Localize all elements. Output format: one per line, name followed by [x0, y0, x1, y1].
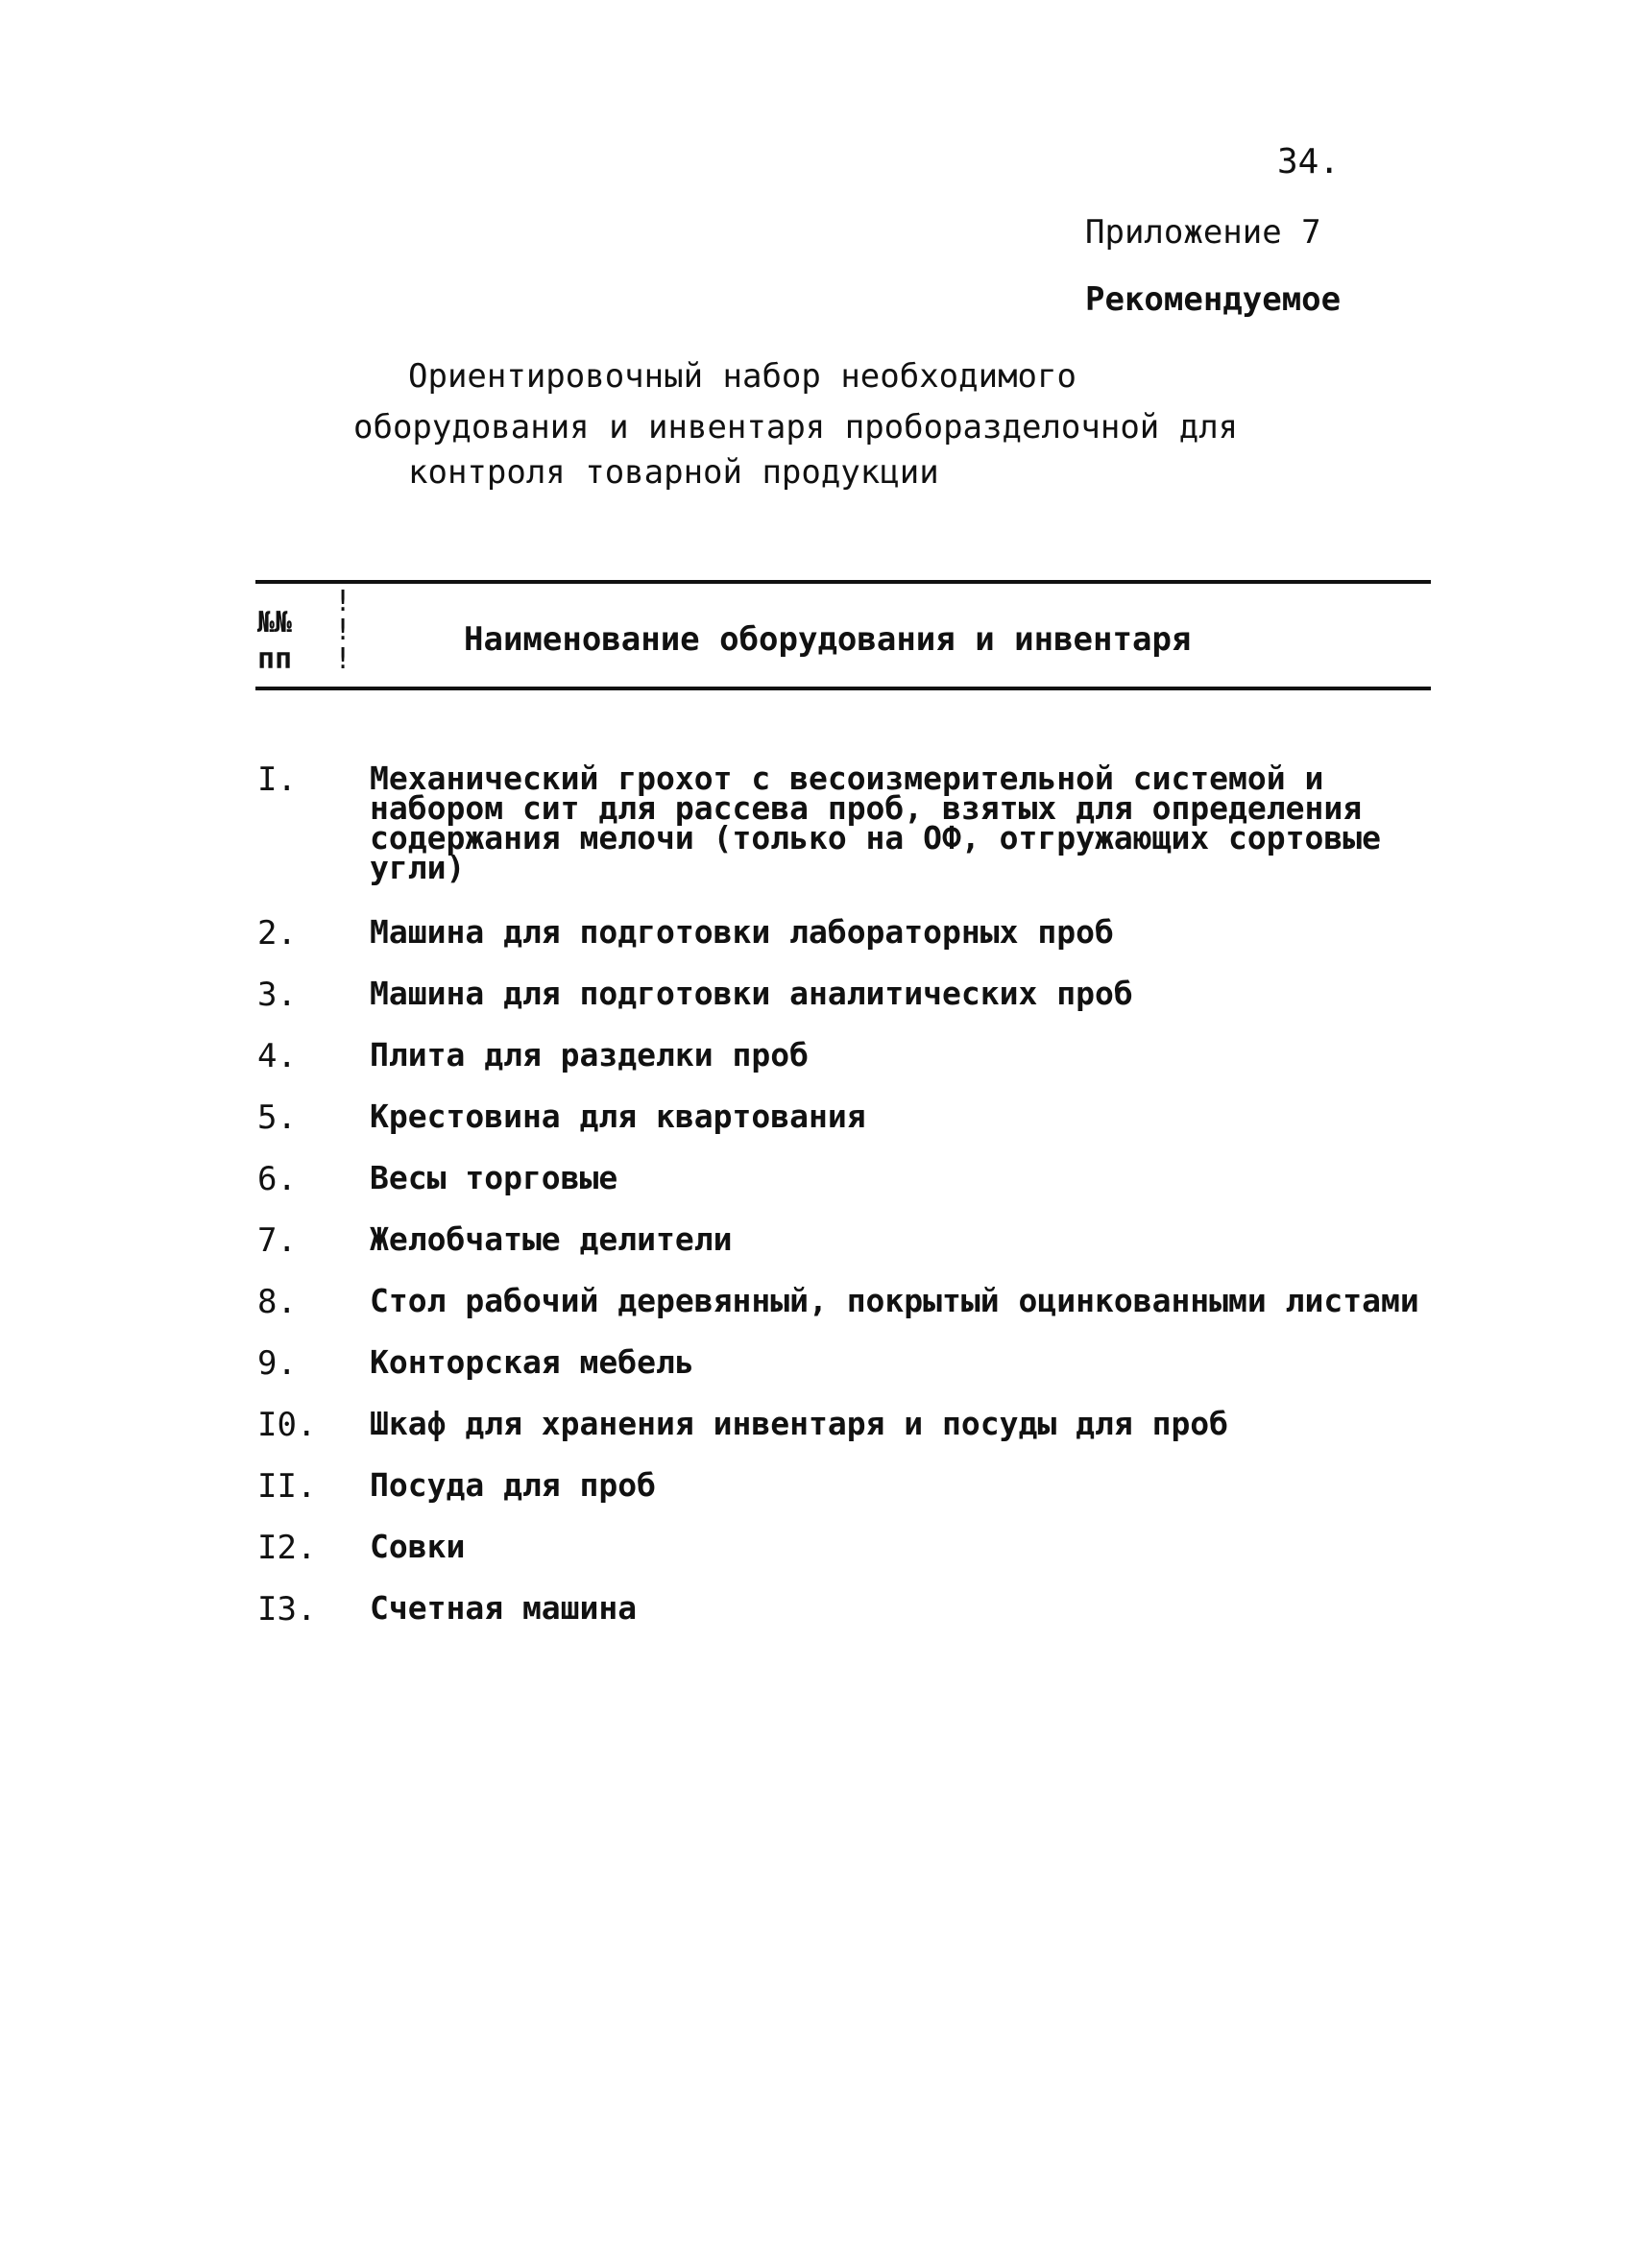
list-item-number: I2.: [257, 1529, 317, 1567]
list-item-text: Крестовина для квартования: [370, 1098, 866, 1135]
list-item-text: Машина для подготовки лабораторных проб: [370, 913, 1114, 951]
list-item-text: Посуда для проб: [370, 1466, 657, 1504]
list-item-text: Стол рабочий деревянный, покрытый оцинкованными листами: [370, 1282, 1419, 1319]
table-top-rule: [255, 580, 1431, 584]
list-item-text: Машина для подготовки аналитических проб: [370, 975, 1133, 1012]
column-separator: ! ! !: [334, 585, 352, 676]
appendix-label: Приложение 7: [1085, 213, 1321, 252]
page-number: 34.: [1277, 142, 1341, 181]
list-item-text: Механический грохот с весоизмерительной системой и набором сит для рассева проб, взятых для определения содержания мелочи (только на ОФ, отгружающих сортовые угли): [370, 760, 1381, 886]
name-column-header: Наименование оборудования и инвентаря: [464, 620, 1192, 659]
list-item-number: I0.: [257, 1406, 317, 1444]
document-title-line: Ориентировочный набор необходимого: [408, 357, 1077, 396]
status-label: Рекомендуемое: [1085, 280, 1342, 319]
list-item-number: 7.: [257, 1221, 297, 1260]
list-item-number: 6.: [257, 1160, 297, 1198]
list-item-number: 9.: [257, 1344, 297, 1383]
list-item-number: I3.: [257, 1590, 317, 1629]
list-item-number: II.: [257, 1467, 317, 1506]
list-item-text: Шкаф для хранения инвентаря и посуды для проб: [370, 1405, 1229, 1442]
document-title-line: оборудования и инвентаря проборазделочной для: [353, 408, 1239, 446]
list-item-text: Конторская мебель: [370, 1343, 694, 1381]
list-item-text: Весы торговые: [370, 1159, 618, 1196]
document-title-line: контроля товарной продукции: [408, 453, 939, 492]
list-item-number: 4.: [257, 1037, 297, 1075]
list-item-number: I.: [257, 760, 297, 799]
list-item-number: 2.: [257, 914, 297, 953]
list-item-number: 5.: [257, 1098, 297, 1137]
list-item-number: 8.: [257, 1283, 297, 1321]
number-column-header-line2: пп: [257, 642, 293, 676]
table-bottom-rule: [255, 687, 1431, 690]
list-item-text: Счетная машина: [370, 1589, 638, 1627]
list-item-text: Совки: [370, 1528, 466, 1565]
list-item-text: Желобчатые делители: [370, 1220, 733, 1258]
list-item-number: 3.: [257, 976, 297, 1014]
number-column-header-line1: №№: [257, 606, 293, 639]
number-column-header: [257, 605, 292, 678]
list-item-text: Плита для разделки проб: [370, 1036, 809, 1074]
